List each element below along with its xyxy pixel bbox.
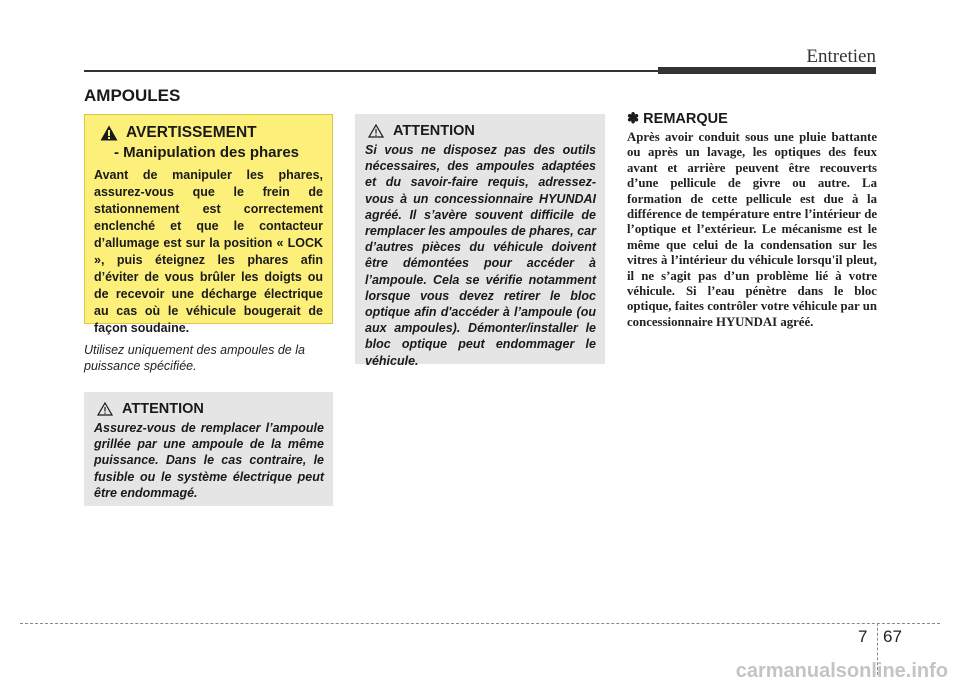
remarque-box <box>627 111 877 330</box>
warning-subtitle: - Manipulation des phares <box>114 144 300 161</box>
warning-box <box>84 114 333 335</box>
caution-triangle-icon <box>368 124 384 138</box>
watermark: carmanualsonline.info <box>735 660 948 682</box>
page-chapter: 7 <box>858 627 868 646</box>
remarque-title: ✽ REMARQUE <box>627 111 728 127</box>
header-rule-accent <box>658 67 876 74</box>
section-title: AMPOULES <box>84 86 181 105</box>
page-number: 67 <box>883 627 902 646</box>
attention-box-tools <box>355 114 605 368</box>
warning-text: Avant de manipuler les phares, assurez-vous que le frein de stationnement est correctement enclenché et que le contacteur d’allumage est sur la position « LOCK », puis éteignez les phares afin d’éviter de vous brûler les doigts ou de recevoir une décharge électrique au cas où le véhicule bougerait de façon soudaine. <box>94 168 323 335</box>
warning-title: AVERTISSEMENT <box>126 124 257 141</box>
caution-triangle-icon <box>97 402 113 416</box>
warning-triangle-icon <box>100 125 118 141</box>
header-rule <box>84 70 684 72</box>
attention-box-bulb <box>84 392 333 506</box>
footer-rule <box>20 623 940 624</box>
attention-header <box>94 401 324 417</box>
header-title: Entretien <box>806 46 876 67</box>
attention-title: ATTENTION <box>393 123 475 139</box>
attention-text: Si vous ne disposez pas des outils nécessaires, des ampoules adaptées et du savoir-faire requis, adressez-vous à un concessionnaire HYUNDAI agréé. Il s’avère souvent difficile de remplacer les ampoules de phares, car d’autres pièces du véhicule doivent être démontées pour accéder à l’ampoule. Cela se vérifie notamment lorsque vous devez retirer le bloc optique afin d'accéder à l’ampoule (ou aux ampoules). Démonter/installer le bloc optique peut endommager le véhicule. <box>365 143 596 368</box>
attention-header <box>365 123 596 139</box>
warning-header <box>94 124 323 142</box>
attention-title: ATTENTION <box>122 401 204 417</box>
attention-text: Assurez-vous de remplacer l’ampoule grillée par une ampoule de la même puissance. Dans le cas contraire, le fusible ou le système électrique peut être endommagé. <box>94 421 324 500</box>
spec-note: Utilisez uniquement des ampoules de la puissance spécifiée. <box>84 343 305 373</box>
remarque-text: Après avoir conduit sous une pluie battante ou après un lavage, les optiques des feux avant et arrière peuvent être recouverts d’une pellicule de givre ou autre. La formation de cette pellicule est due à la différence de température entre l’intérieur de l’optique et l’extérieur. Le mécanisme est le même que celui de la condensation sur les vitres à l’intérieur du véhicule lorsqu'il pleut, il ne s’agit pas d’un problème lié à votre véhicule. Si l’eau pénètre dans le bloc optique, faites contrôler votre véhicule par un concessionnaire HYUNDAI agréé. <box>627 130 877 329</box>
